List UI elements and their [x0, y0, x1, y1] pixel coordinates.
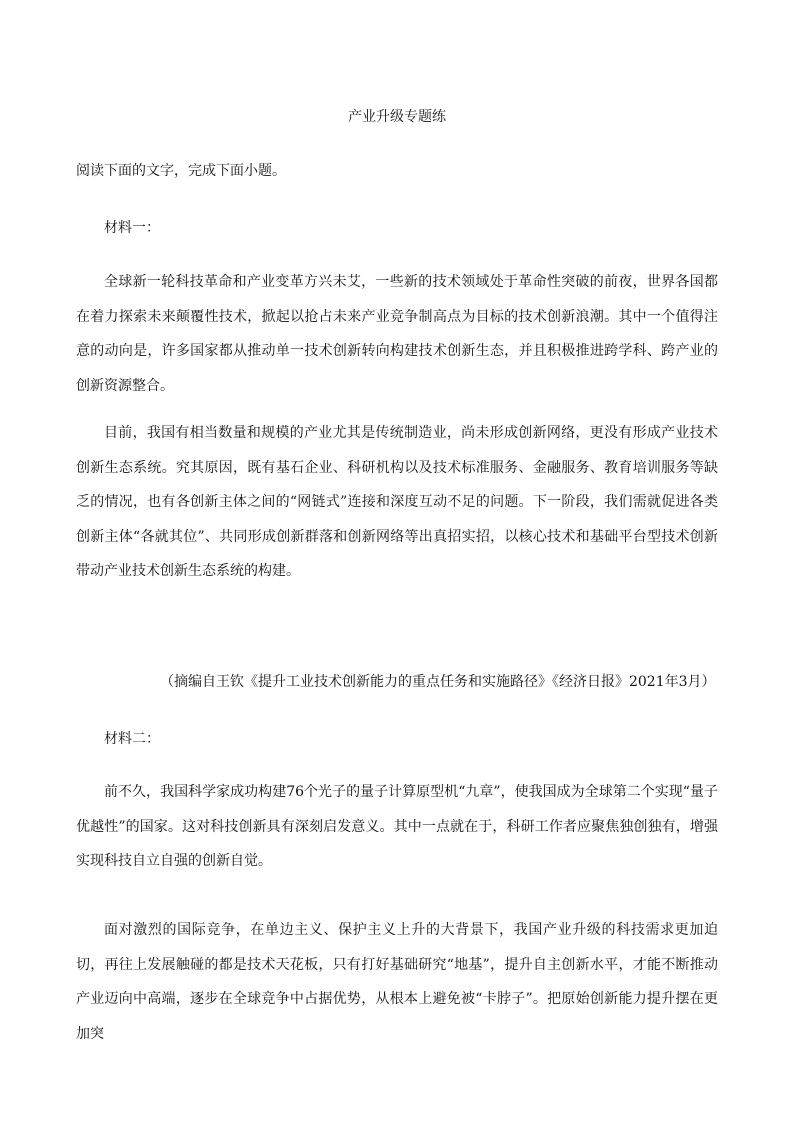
material-2-heading: 材料二：	[104, 731, 160, 747]
material-2-paragraph-2: 面对激烈的国际竞争，在单边主义、保护主义上升的大背景下，我国产业升级的科技需求更加迫切，再往上发展触碰的都是技术天花板，只有打好基础研究“地基”，提升自主创新水平，才能不断推动产业迈向中高端，逐步在全球竞争中占据优势，从根本上避免被“卡脖子”。把原始创新能力提升摆在更加突	[76, 922, 718, 1042]
material-1-paragraph-1: 全球新一轮科技革命和产业变革方兴未艾，一些新的技术领域处于革命性突破的前夜，世界各国都在着力探索未来颠覆性技术，掀起以抢占未来产业竞争制高点为目标的技术创新浪潮。其中一个值得注意的动向是，许多国家都从推动单一技术创新转向构建技术创新生态，并且积极推进跨学科、跨产业的创新资源整合。	[76, 274, 718, 394]
material-1-paragraph-2: 目前，我国有相当数量和规模的产业尤其是传统制造业，尚未形成创新网络，更没有形成产业技术创新生态系统。究其原因，既有基石企业、科研机构以及技术标准服务、金融服务、教育培训服务等缺乏的情况，也有各创新主体之间的“网链式”连接和深度互动不足的问题。下一阶段，我们需就促进各类创新主体“各就其位”、共同形成创新群落和创新网络等出真招实招，以核心技术和基础平台型技术创新带动产业技术创新生态系统的构建。	[76, 425, 718, 579]
material-1-heading: 材料一：	[104, 220, 160, 236]
document-title: 产业升级专题练	[348, 109, 446, 125]
instruction-text: 阅读下面的文字，完成下面小题。	[76, 163, 286, 179]
material-1-source: （摘编自王钦《提升工业技术创新能力的重点任务和实施路径》《经济日报》2021年3月）	[160, 674, 716, 690]
material-2-paragraph-1: 前不久，我国科学家成功构建76个光子的量子计算原型机“九章”，使我国成为全球第二个实现“量子优越性”的国家。这对科技创新具有深刻启发意义。其中一点就在于，科研工作者应聚焦独创独有，增强实现科技自立自强的创新自觉。	[76, 784, 718, 869]
